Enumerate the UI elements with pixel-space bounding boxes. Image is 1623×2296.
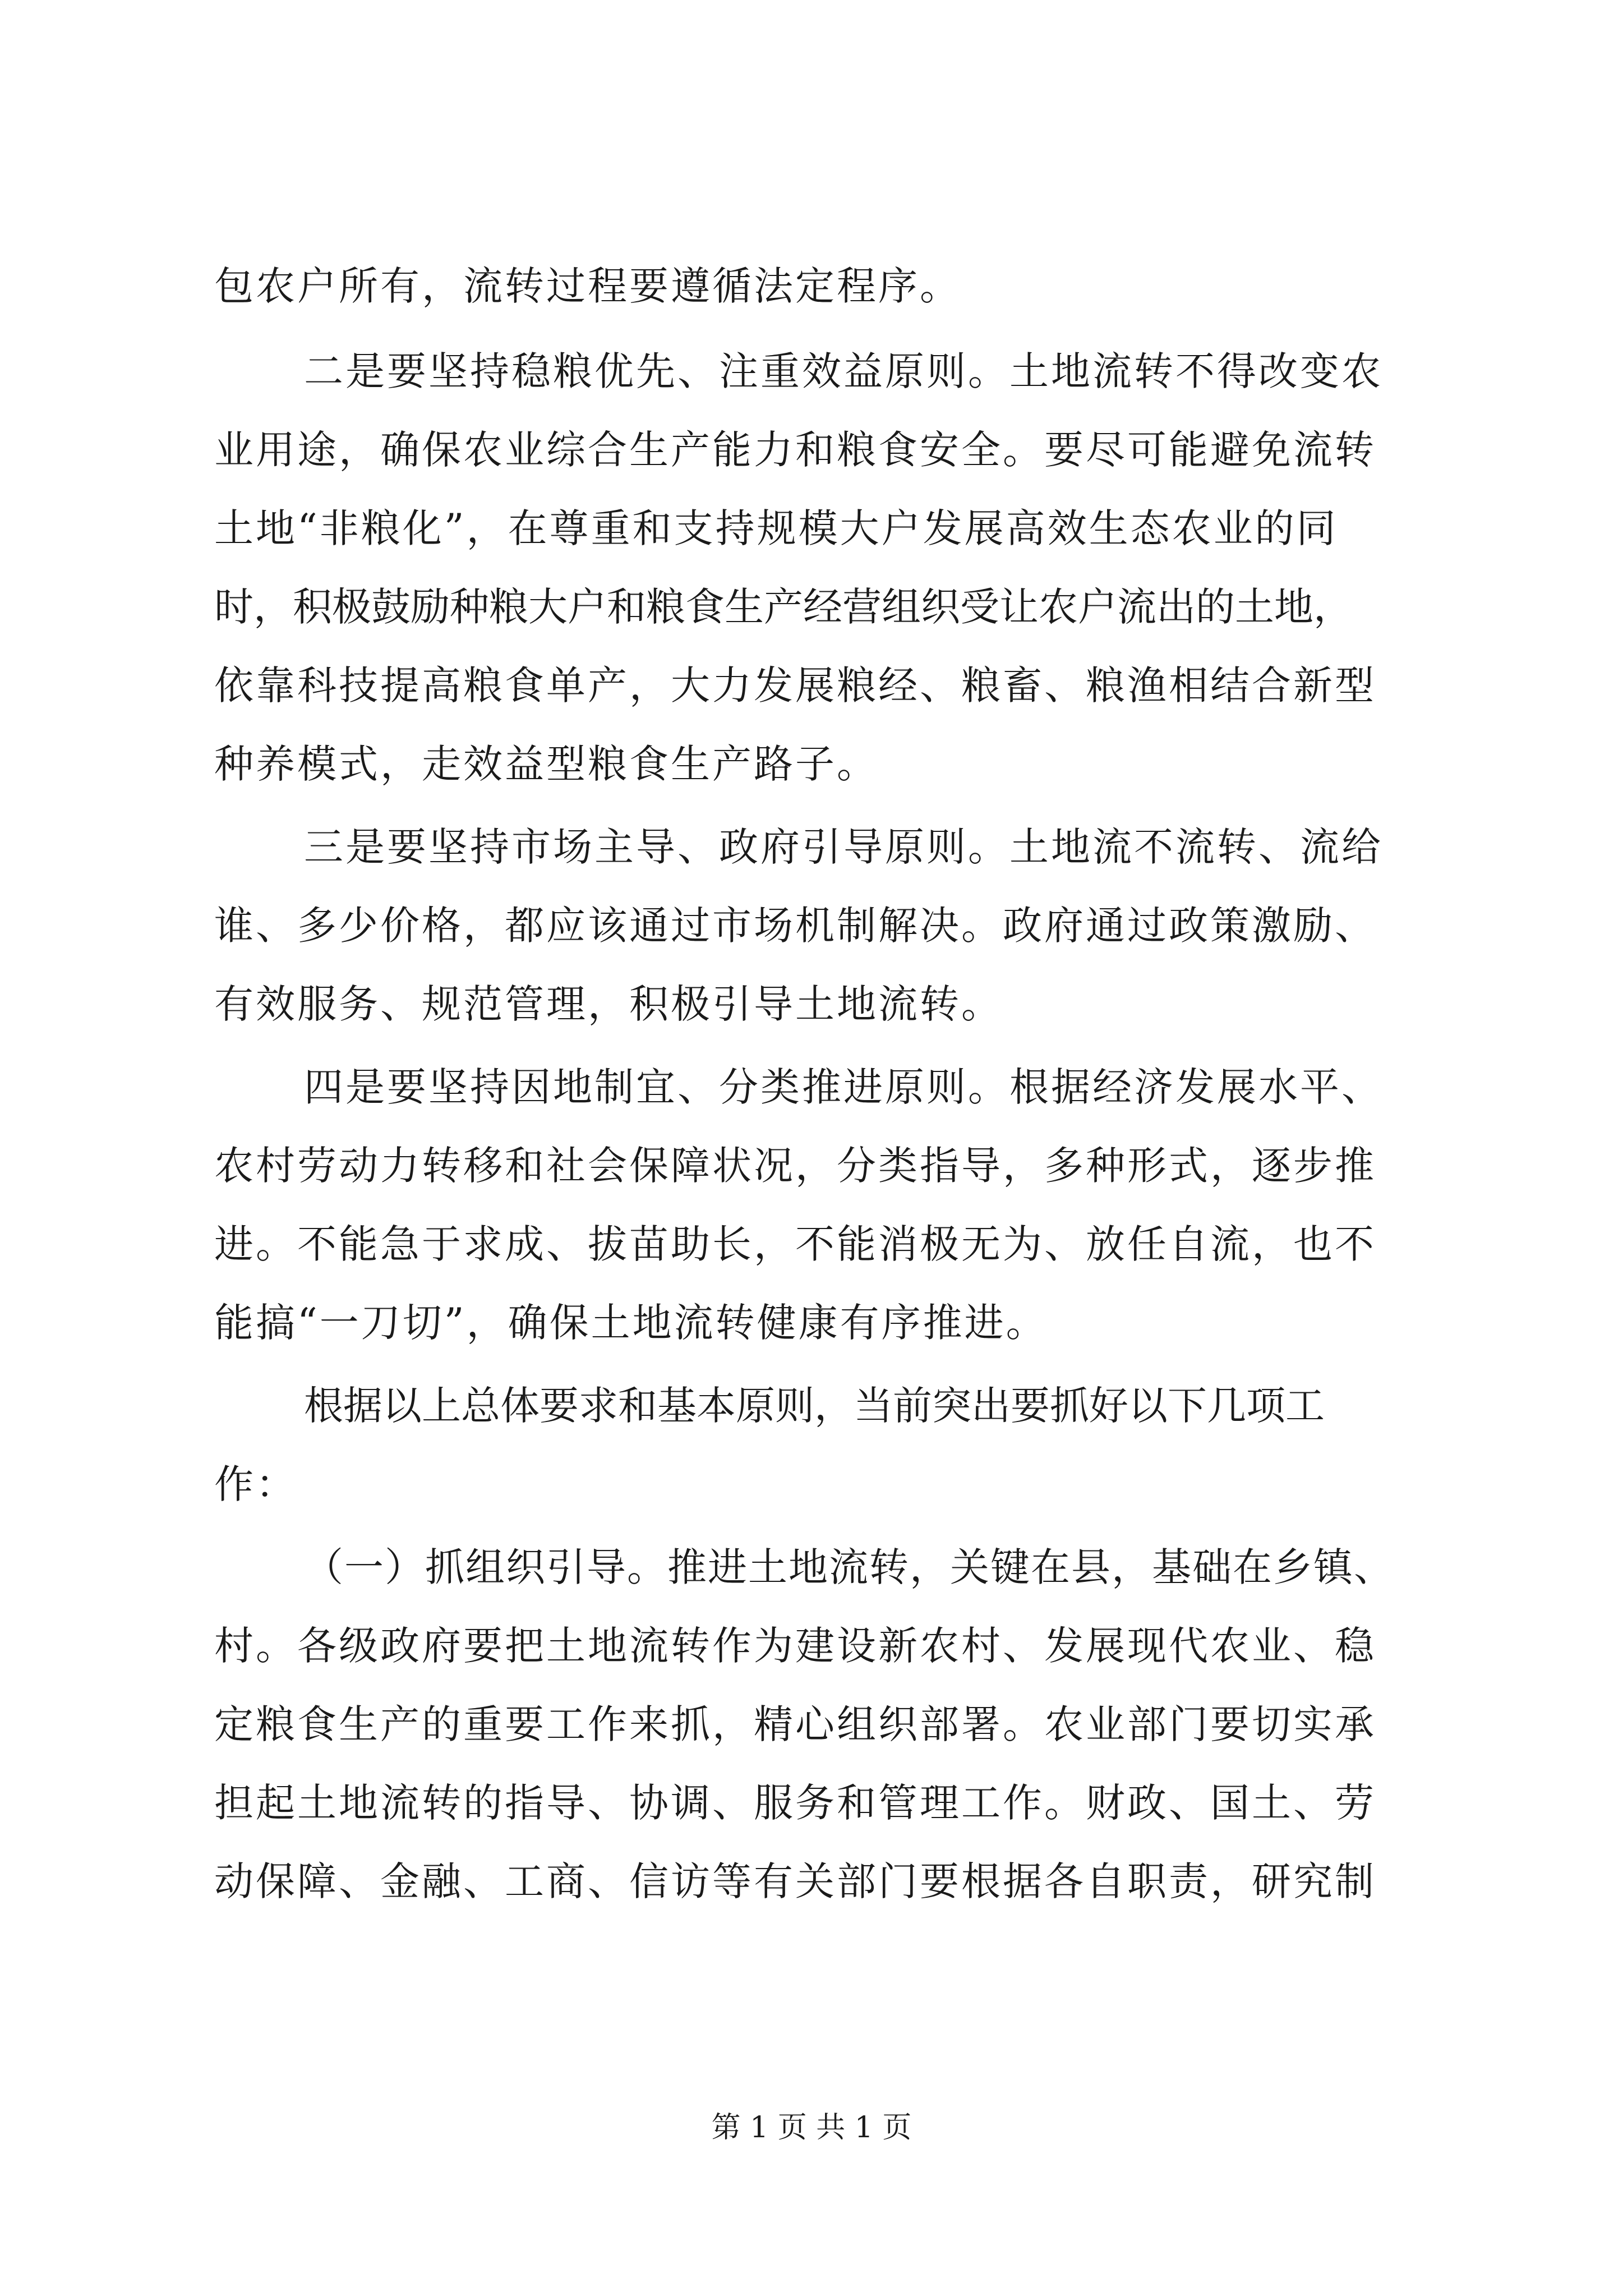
page-footer xyxy=(0,2108,1623,2147)
text-line: 种养模式，走效益型粮食生产路子。 xyxy=(214,741,878,787)
text-line: 依靠科技提高粮食单产，大力发展粮经、粮畜、粮渔相结合新型 xyxy=(214,662,1376,708)
text-line: 四是要坚持因地制宜、分类推进原则。根据经济发展水平、 xyxy=(304,1064,1383,1110)
text-line: 二是要坚持稳粮优先、注重效益原则。土地流转不得改变农 xyxy=(304,348,1383,394)
text-line: 谁、多少价格，都应该通过市场机制解决。政府通过政策激励、 xyxy=(214,903,1376,949)
text-line: 三是要坚持市场主导、政府引导原则。土地流不流转、流给 xyxy=(304,824,1383,870)
text-line: 有效服务、规范管理，积极引导土地流转。 xyxy=(214,981,1003,1027)
text-line: 包农户所有，流转过程要遵循法定程序。 xyxy=(214,263,961,309)
text-line: 根据以上总体要求和基本原则，当前突出要抓好以下几项工 xyxy=(304,1383,1325,1429)
text-line: 业用途，确保农业综合生产能力和粮食安全。要尽可能避免流转 xyxy=(214,427,1376,473)
text-line: 作： xyxy=(214,1461,297,1507)
text-line: 时，积极鼓励种粮大户和粮食生产经营组织受让农户流出的土地， xyxy=(214,584,1353,630)
text-line: 进。不能急于求成、拔苗助长，不能消极无为、放任自流，也不 xyxy=(214,1221,1376,1267)
page-number-label: 第 1 页 共 1 页 xyxy=(711,2111,912,2145)
text-line: 村。各级政府要把土地流转作为建设新农村、发展现代农业、稳 xyxy=(214,1623,1376,1669)
text-line: 能搞“一刀切”，确保土地流转健康有序推进。 xyxy=(214,1300,1048,1346)
text-line: 定粮食生产的重要工作来抓，精心组织部署。农业部门要切实承 xyxy=(214,1701,1376,1747)
text-line: 土地“非粮化”，在尊重和支持规模大户发展高效生态农业的同 xyxy=(214,505,1338,551)
text-line: 动保障、金融、工商、信访等有关部门要根据各自职责，研究制 xyxy=(214,1858,1376,1904)
text-line: （一）抓组织引导。推进土地流转，关键在县，基础在乡镇、 xyxy=(304,1544,1394,1590)
text-line: 担起土地流转的指导、协调、服务和管理工作。财政、国土、劳 xyxy=(214,1780,1376,1826)
text-line: 农村劳动力转移和社会保障状况，分类指导，多种形式，逐步推 xyxy=(214,1143,1376,1189)
